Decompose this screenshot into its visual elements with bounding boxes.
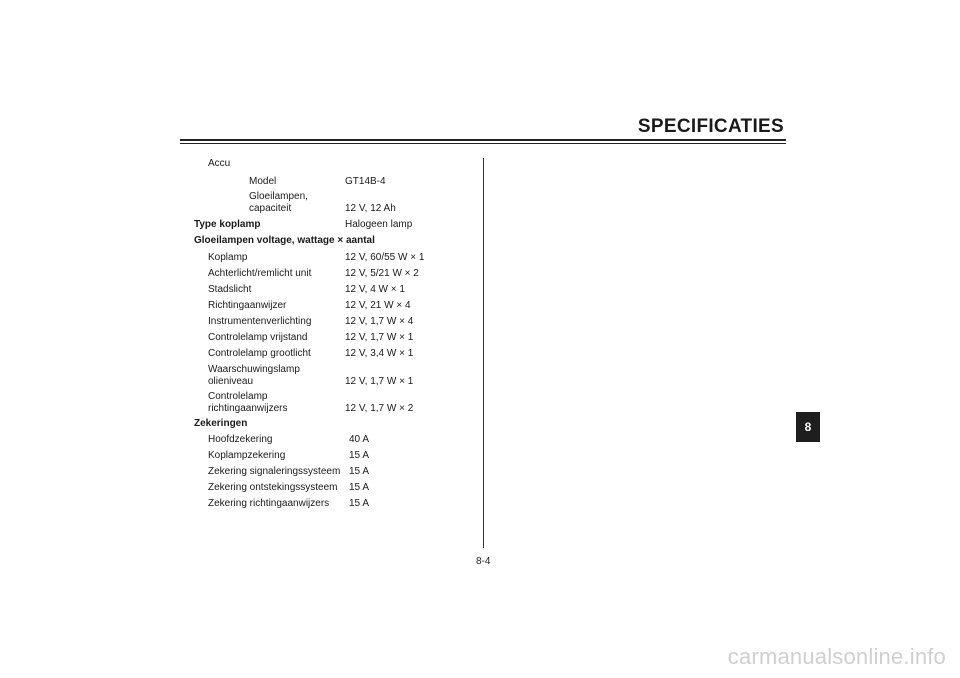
fuse-value: 40 A bbox=[349, 434, 370, 445]
battery-capacity-label-1: Gloeilampen, bbox=[249, 191, 308, 202]
page-title: SPECIFICATIES bbox=[637, 116, 784, 137]
battery-capacity-value: 12 V, 12 Ah bbox=[345, 203, 396, 214]
bulb-value: 12 V, 4 W × 1 bbox=[345, 284, 405, 295]
fuse-value: 15 A bbox=[349, 482, 370, 493]
bulb-value: 12 V, 1,7 W × 2 bbox=[345, 403, 414, 414]
bulb-value: 12 V, 3,4 W × 1 bbox=[345, 348, 414, 359]
bulb-value: 12 V, 1,7 W × 4 bbox=[345, 316, 414, 327]
battery-capacity-label-2: capaciteit bbox=[249, 203, 292, 214]
chapter-tab: 8 bbox=[796, 412, 820, 442]
bulb-label: Richtingaanwijzer bbox=[208, 300, 287, 311]
fuse-label: Zekering richtingaanwijzers bbox=[208, 498, 330, 509]
bulb-label: Waarschuwingslamp bbox=[208, 364, 300, 375]
fuse-label: Hoofdzekering bbox=[208, 434, 273, 445]
bulb-label: richtingaanwijzers bbox=[208, 403, 288, 414]
bulb-value: 12 V, 1,7 W × 1 bbox=[345, 332, 414, 343]
bulb-value: 12 V, 1,7 W × 1 bbox=[345, 376, 414, 387]
fuses-heading: Zekeringen bbox=[194, 418, 248, 429]
page-number: 8-4 bbox=[476, 556, 491, 567]
bulb-label: Instrumentenverlichting bbox=[208, 316, 312, 327]
fuse-value: 15 A bbox=[349, 466, 370, 477]
fuse-value: 15 A bbox=[349, 450, 370, 461]
bulb-value: 12 V, 5/21 W × 2 bbox=[345, 268, 419, 279]
column-divider bbox=[483, 158, 484, 548]
bulb-label: Controlelamp bbox=[208, 391, 268, 402]
bulb-value: 12 V, 21 W × 4 bbox=[345, 300, 411, 311]
headlight-type-label: Type koplamp bbox=[194, 219, 261, 230]
fuse-label: Zekering ontstekingssysteem bbox=[208, 482, 338, 493]
bulbs-heading: Gloeilampen voltage, wattage × aantal bbox=[194, 235, 375, 246]
bulb-label: Controlelamp vrijstand bbox=[208, 332, 308, 343]
watermark: carmanualsonline.info bbox=[727, 644, 946, 669]
fuse-value: 15 A bbox=[349, 498, 370, 509]
header-rule-thin bbox=[180, 143, 786, 144]
battery-label: Accu bbox=[208, 158, 231, 169]
headlight-type-value: Halogeen lamp bbox=[345, 219, 413, 230]
header-rule-thick bbox=[180, 139, 786, 141]
bulb-label: Achterlicht/remlicht unit bbox=[208, 268, 312, 279]
bulb-value: 12 V, 60/55 W × 1 bbox=[345, 252, 425, 263]
battery-model-label: Model bbox=[249, 176, 277, 187]
bulb-label: Koplamp bbox=[208, 252, 248, 263]
bulb-label: olieniveau bbox=[208, 376, 254, 387]
bulb-label: Stadslicht bbox=[208, 284, 252, 295]
bulb-label: Controlelamp grootlicht bbox=[208, 348, 311, 359]
fuse-label: Zekering signaleringssysteem bbox=[208, 466, 341, 477]
battery-model-value: GT14B-4 bbox=[345, 176, 386, 187]
fuse-label: Koplampzekering bbox=[208, 450, 286, 461]
